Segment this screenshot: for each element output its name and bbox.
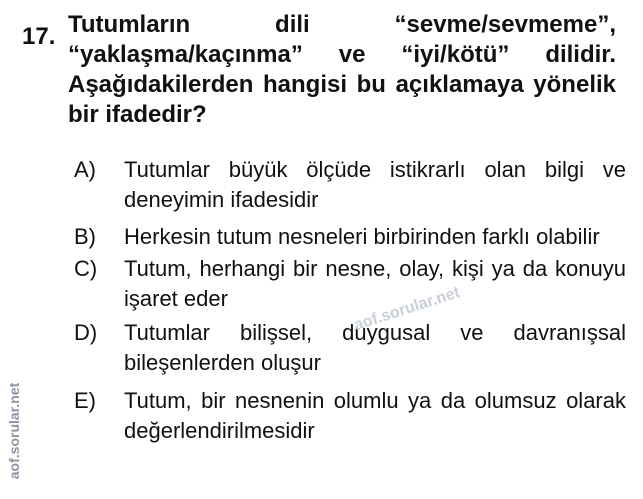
watermark-center: aof.sorular.net: [352, 283, 463, 335]
option-e-text: Tutum, bir nesnenin olumlu ya da olumsuz olarak değerlendirilmesidir: [124, 388, 626, 443]
option-a[interactable]: [74, 155, 626, 215]
question-number: 17.: [22, 23, 56, 50]
option-b-letter: B): [74, 224, 96, 249]
answer-options: [74, 155, 626, 446]
option-c-letter: C): [74, 256, 98, 281]
option-d-letter: D): [74, 320, 98, 345]
option-d-text: Tutumlar bilişsel, duygusal ve davranışsal bileşenlerden oluşur: [124, 320, 626, 375]
question-text: Tutumların dili “sevme/sevmeme”, “yaklaşma/kaçınma” ve “iyi/kötü” dilidir. Aşağıdakilerden hangisi bu açıklamaya yönelik bir ifadedir?: [68, 11, 616, 128]
option-c-text: Tutum, herhangi bir nesne, olay, kişi ya da konuyu işaret eder: [124, 256, 626, 311]
option-e-letter: E): [74, 388, 96, 413]
option-a-letter: A): [74, 157, 96, 182]
option-b[interactable]: [74, 222, 626, 252]
option-d[interactable]: [74, 318, 626, 378]
option-c[interactable]: [74, 254, 626, 314]
option-e[interactable]: [74, 386, 626, 446]
watermark-side: aof.sorular.net: [6, 382, 22, 480]
option-b-text: Herkesin tutum nesneleri birbirinden farklı olabilir: [124, 224, 600, 249]
option-a-text: Tutumlar büyük ölçüde istikrarlı olan bilgi ve deneyimin ifadesidir: [124, 157, 626, 212]
